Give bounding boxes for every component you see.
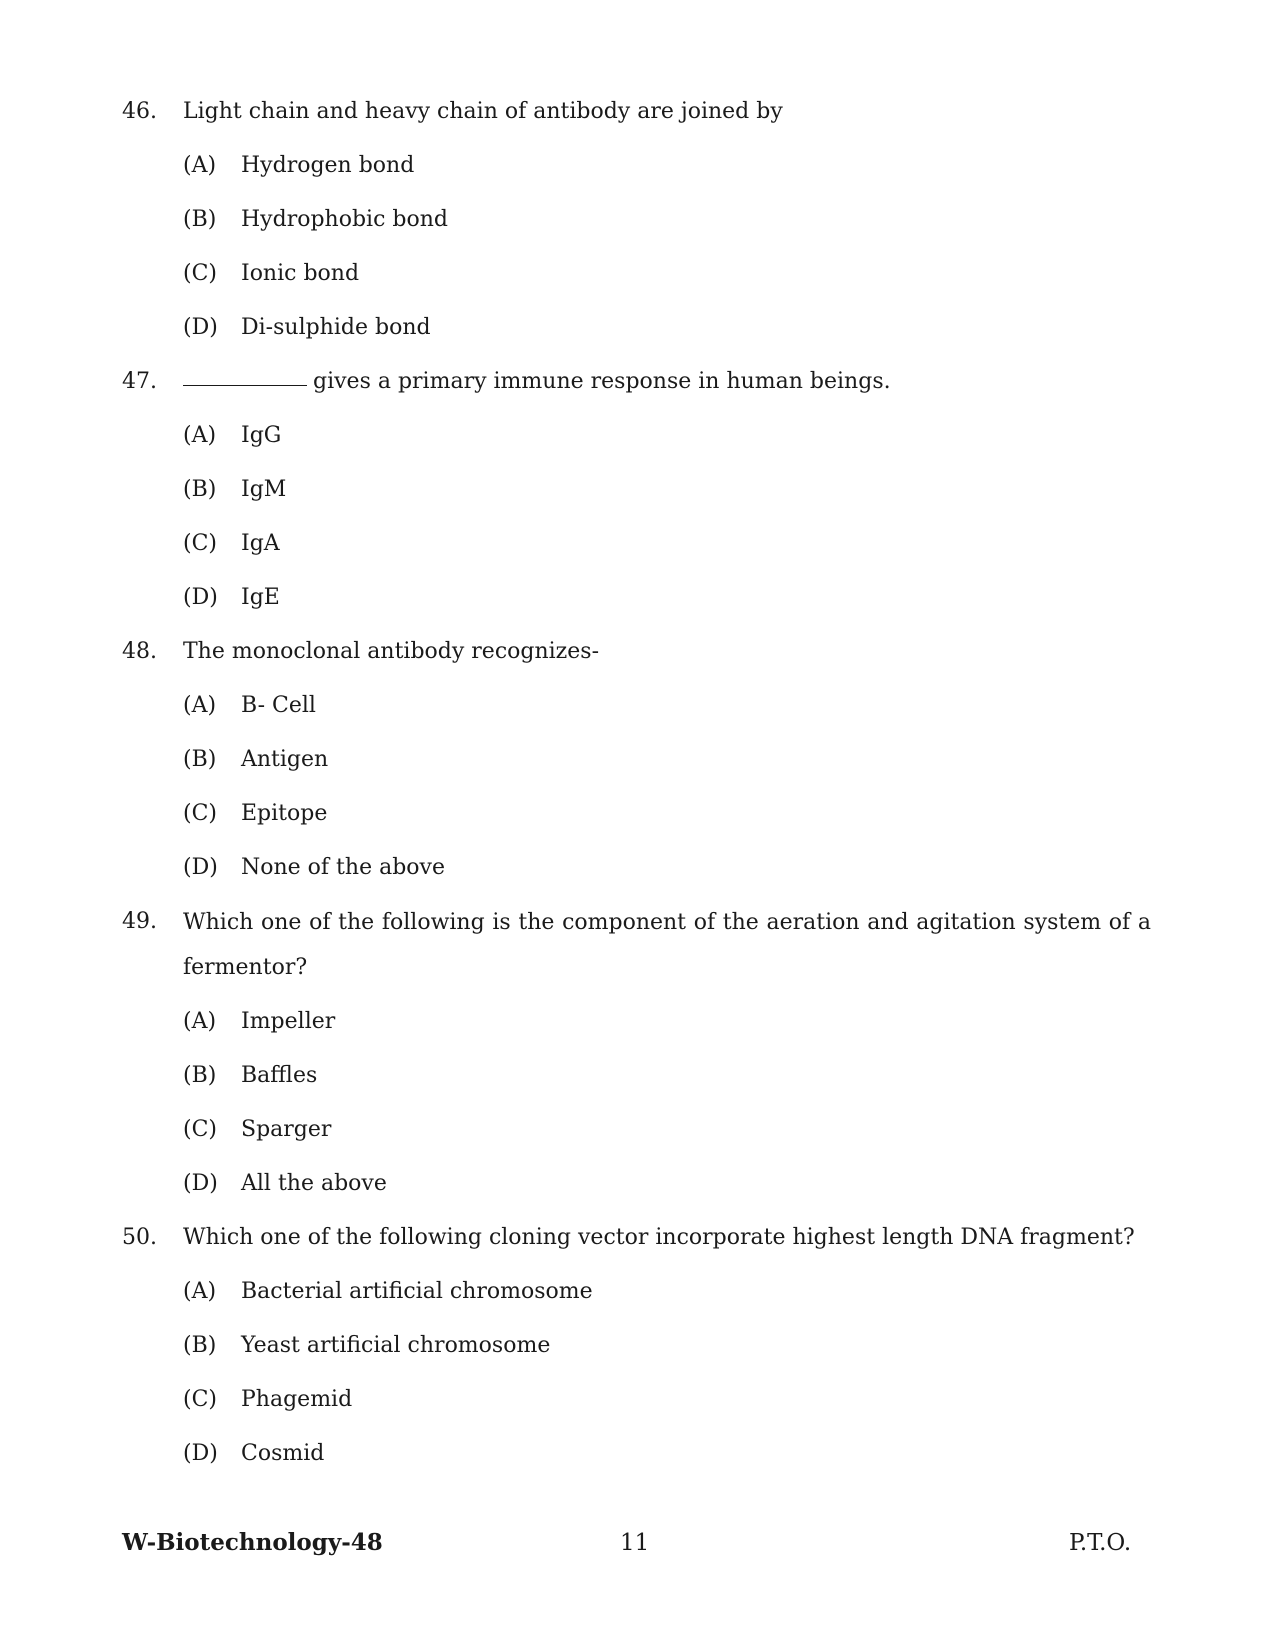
- question-48: [0, 625, 1275, 679]
- option-letter: (A): [183, 693, 217, 718]
- question-text: gives a primary immune response in human beings.: [313, 369, 891, 394]
- option-text: Hydrophobic bond: [241, 207, 448, 232]
- options-48: [0, 679, 1275, 895]
- question-47: [0, 355, 1275, 409]
- question-number: 50.: [122, 1225, 157, 1250]
- question-text: Which one of the following is the component of the aeration and agitation system of a fermentor?: [183, 910, 1151, 980]
- option-letter: (A): [183, 1279, 217, 1304]
- option-a: [0, 409, 1275, 463]
- question-text: The monoclonal antibody recognizes-: [183, 639, 600, 664]
- option-b: [0, 193, 1275, 247]
- option-letter: (D): [183, 1171, 218, 1196]
- option-text: Cosmid: [241, 1441, 325, 1466]
- option-b: [0, 1319, 1275, 1373]
- option-letter: (C): [183, 261, 217, 286]
- option-c: [0, 1373, 1275, 1427]
- option-c: [0, 1103, 1275, 1157]
- question-number: 48.: [122, 639, 157, 664]
- option-b: [0, 1049, 1275, 1103]
- option-text: Antigen: [241, 747, 329, 772]
- option-letter: (C): [183, 531, 217, 556]
- option-text: Phagemid: [241, 1387, 353, 1412]
- question-number: 47.: [122, 369, 157, 394]
- question-number: 49.: [122, 909, 157, 934]
- option-text: Bacterial artificial chromosome: [241, 1279, 593, 1304]
- options-47: [0, 409, 1275, 625]
- question-46: [0, 85, 1275, 139]
- option-letter: (A): [183, 1009, 217, 1034]
- please-turn-over: P.T.O.: [1069, 1530, 1132, 1556]
- paper-code: W-Biotechnology-48: [122, 1529, 383, 1556]
- option-d: [0, 571, 1275, 625]
- option-d: [0, 301, 1275, 355]
- question-49: [0, 895, 1275, 995]
- question-text: Which one of the following cloning vector incorporate highest length DNA fragment?: [183, 1225, 1135, 1250]
- option-text: B- Cell: [241, 693, 316, 718]
- option-letter: (B): [183, 747, 217, 772]
- question-text-wrapper: [183, 355, 1151, 409]
- options-49: [0, 995, 1275, 1211]
- option-letter: (D): [183, 585, 218, 610]
- option-text: Impeller: [241, 1009, 336, 1034]
- option-letter: (A): [183, 153, 217, 178]
- option-letter: (C): [183, 801, 217, 826]
- option-d: [0, 1427, 1275, 1481]
- option-letter: (B): [183, 1063, 217, 1088]
- option-text: Hydrogen bond: [241, 153, 415, 178]
- option-letter: (B): [183, 1333, 217, 1358]
- option-a: [0, 679, 1275, 733]
- option-text: Baffles: [241, 1063, 318, 1088]
- option-text: All the above: [241, 1171, 387, 1196]
- option-text: IgA: [241, 531, 280, 556]
- option-letter: (A): [183, 423, 217, 448]
- option-text: IgG: [241, 423, 282, 448]
- option-text: Yeast artificial chromosome: [241, 1333, 551, 1358]
- option-c: [0, 247, 1275, 301]
- option-c: [0, 517, 1275, 571]
- option-letter: (B): [183, 207, 217, 232]
- option-letter: (D): [183, 855, 218, 880]
- option-d: [0, 841, 1275, 895]
- option-letter: (D): [183, 1441, 218, 1466]
- page-footer: [0, 1523, 1275, 1563]
- options-50: [0, 1265, 1275, 1481]
- fill-in-blank: [183, 363, 307, 386]
- option-letter: (D): [183, 315, 218, 340]
- option-text: IgM: [241, 477, 287, 502]
- option-text: IgE: [241, 585, 280, 610]
- options-46: [0, 139, 1275, 355]
- option-letter: (B): [183, 477, 217, 502]
- option-letter: (C): [183, 1387, 217, 1412]
- option-b: [0, 733, 1275, 787]
- option-letter: (C): [183, 1117, 217, 1142]
- option-text: Sparger: [241, 1117, 332, 1142]
- question-50: [0, 1211, 1275, 1265]
- question-number: 46.: [122, 99, 157, 124]
- option-d: [0, 1157, 1275, 1211]
- option-text: None of the above: [241, 855, 445, 880]
- option-text: Epitope: [241, 801, 328, 826]
- option-a: [0, 1265, 1275, 1319]
- option-b: [0, 463, 1275, 517]
- question-text: Light chain and heavy chain of antibody are joined by: [183, 99, 783, 124]
- option-a: [0, 995, 1275, 1049]
- option-a: [0, 139, 1275, 193]
- option-text: Ionic bond: [241, 261, 360, 286]
- option-c: [0, 787, 1275, 841]
- option-text: Di-sulphide bond: [241, 315, 431, 340]
- page-number: 11: [620, 1530, 650, 1556]
